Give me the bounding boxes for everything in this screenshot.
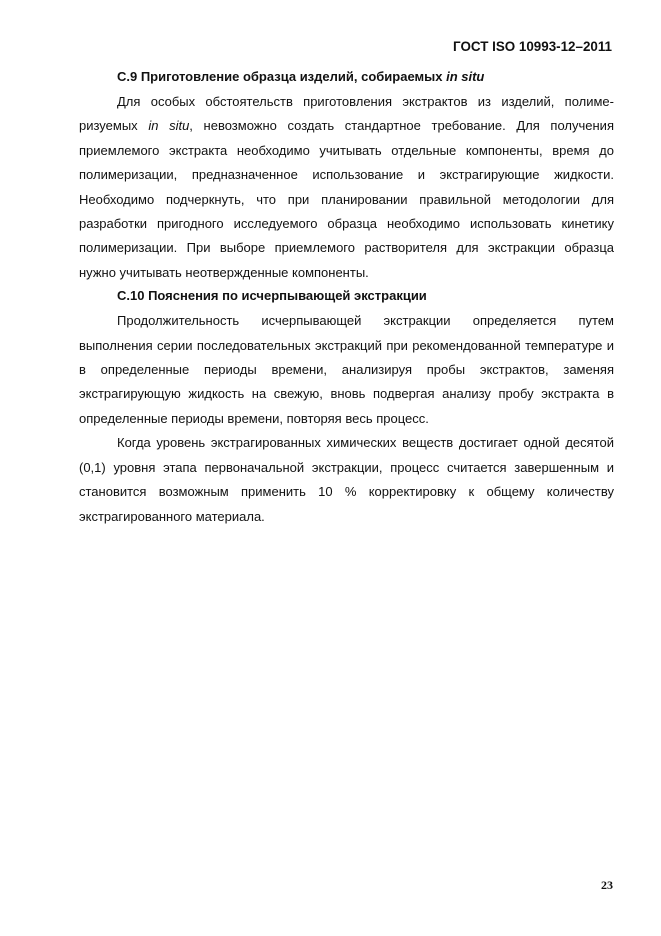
section-c9-heading-italic: in situ xyxy=(446,69,485,84)
section-c9-paragraph xyxy=(79,90,614,285)
section-c10-paragraph-1: Продолжительность исчерпывающей экстракции определяется путем выполнения серии последовательных экстракций при рекомендованной температуре и в определенные периоды времени, анализируя пробы экстрактов, заменяя экстрагирующую жидкость на свежую, вновь подвергая анализу пробу экстракта в определенные периоды времени, повторяя весь процесс. xyxy=(79,313,614,426)
section-c9-paragraph-part1: Для особых обстоятельств приготовления экстрактов из изделий, полиме-ризуемых xyxy=(79,94,614,134)
section-c9-heading xyxy=(79,66,614,88)
section-c9-heading-text: С.9 Приготовление образца изделий, собираемых xyxy=(117,69,443,84)
section-c10-paragraph-2: Когда уровень экстрагированных химических веществ достигает одной десятой (0,1) уровня этапа первоначальной экстракции, процесс считается завершенным и становится возможным применить 10 % корректировку к общему количеству экстрагированного материала. xyxy=(79,435,614,524)
section-c9-paragraph-italic: in situ xyxy=(148,118,190,134)
section-c10-heading: С.10 Пояснения по исчерпывающей экстракции xyxy=(117,288,427,304)
page-number: 23 xyxy=(601,878,613,892)
document-body xyxy=(79,66,614,529)
document-header: ГОСТ ISO 10993-12–2011 xyxy=(453,39,612,54)
section-c9-paragraph-part2: , невозможно создать стандартное требование. Для получения приемлемого экстракта необходимо учитывать отдельные компоненты, время до полимеризации, предназначенное использование и экстрагирующие жидкости. Необходимо подчеркнуть, что при планировании правильной методологии для разработки пригодного исследуемого образца необходимо использовать кинетику полимеризации. При выборе приемлемого растворителя для экстракции образца нужно учитывать неотвержденные компоненты. xyxy=(79,118,614,280)
